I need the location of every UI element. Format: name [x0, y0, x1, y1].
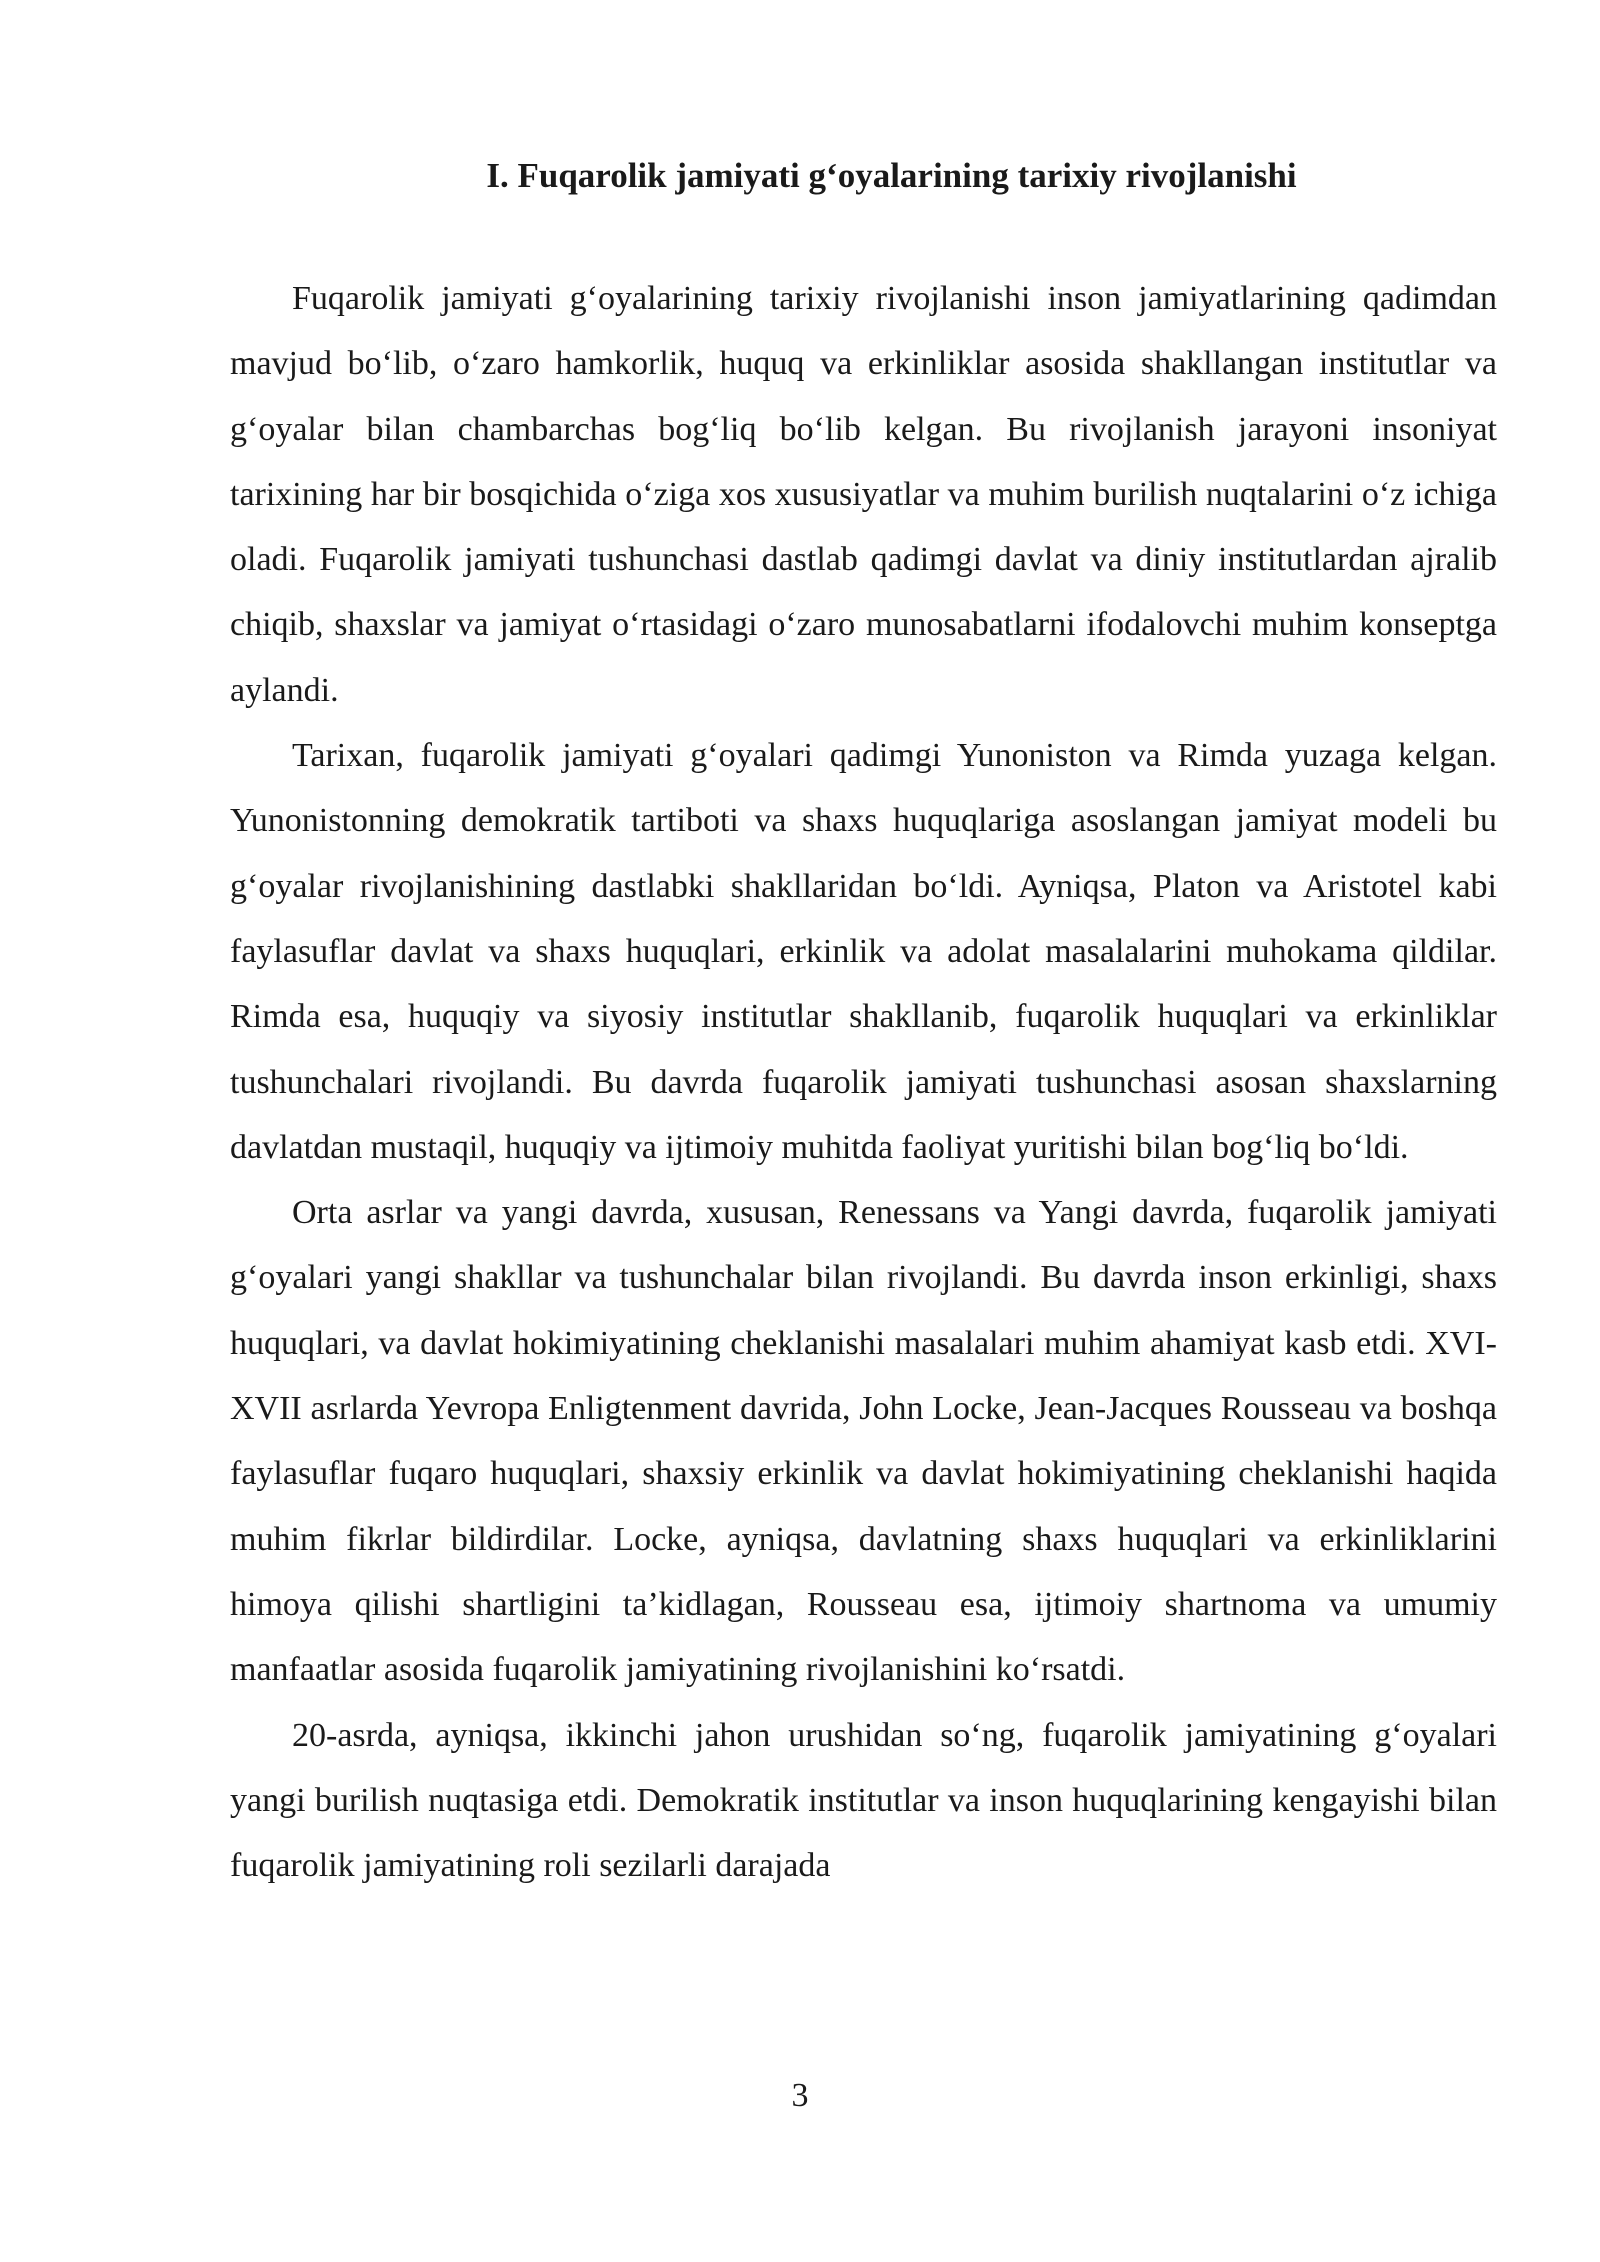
section-heading: I. Fuqarolik jamiyati g‘oyalarining tarixiy rivojlanishi: [486, 156, 1297, 195]
paragraph: Fuqarolik jamiyati g‘oyalarining tarixiy rivojlanishi inson jamiyatlarining qadimdan mavjud bo‘lib, o‘zaro hamkorlik, huquq va erkinliklar asosida shakllangan institutlar va g‘oyalar bilan chambarchas bog‘liq bo‘lib kelgan. Bu rivojlanish jarayoni insoniyat tarixining har bir bosqichida o‘ziga xos xususiyatlar va muhim burilish nuqtalarini o‘z ichiga oladi. Fuqarolik jamiyati tushunchasi dastlab qadimgi davlat va diniy institutlardan ajralib chiqib, shaxslar va jamiyat o‘rtasidagi o‘zaro munosabatlarni ifodalovchi muhim konseptga aylandi.: [230, 280, 1497, 709]
paragraph: Tarixan, fuqarolik jamiyati g‘oyalari qadimgi Yunoniston va Rimda yuzaga kelgan. Yunonistonning demokratik tartiboti va shaxs huquqlariga asoslangan jamiyat modeli bu g‘oyalar rivojlanishining dastlabki shakllaridan bo‘ldi. Ayniqsa, Platon va Aristotel kabi faylasuflar davlat va shaxs huquqlari, erkinlik va adolat masalalarini muhokama qildilar. Rimda esa, huquqiy va siyosiy institutlar shakllanib, fuqarolik huquqlari va erkinliklar tushunchalari rivojlandi. Bu davrda fuqarolik jamiyati tushunchasi asosan shaxslarning davlatdan mustaqil, huquqiy va ijtimoiy muhitda faoliyat yuritishi bilan bog‘liq bo‘ldi.: [230, 737, 1497, 1166]
page-number: 3: [791, 2077, 809, 2114]
paragraph: 20-asrda, ayniqsa, ikkinchi jahon urushidan so‘ng, fuqarolik jamiyatining g‘oyalari yangi burilish nuqtasiga etdi. Demokratik institutlar va inson huquqlarining kengayishi bilan fuqarolik jamiyatining roli sezilarli darajada: [230, 1716, 1497, 1885]
body-text: [230, 266, 1497, 1898]
paragraph: Orta asrlar va yangi davrda, xususan, Renessans va Yangi davrda, fuqarolik jamiyati g‘oyalari yangi shakllar va tushunchalar bilan rivojlandi. Bu davrda inson erkinligi, shaxs huquqlari, va davlat hokimiyatining cheklanishi masalalari muhim ahamiyat kasb etdi. XVI-XVII asrlarda Yevropa Enligtenment davrida, John Locke, Jean-Jacques Rousseau va boshqa faylasuflar fuqaro huquqlari, shaxsiy erkinlik va davlat hokimiyatining cheklanishi haqida muhim fikrlar bildirdilar. Locke, ayniqsa, davlatning shaxs huquqlari va erkinliklarini himoya qilishi shartligini ta’kidlagan, Rousseau esa, ijtimoiy shartnoma va umumiy manfaatlar asosida fuqarolik jamiyatining rivojlanishini ko‘rsatdi.: [230, 1194, 1497, 1689]
